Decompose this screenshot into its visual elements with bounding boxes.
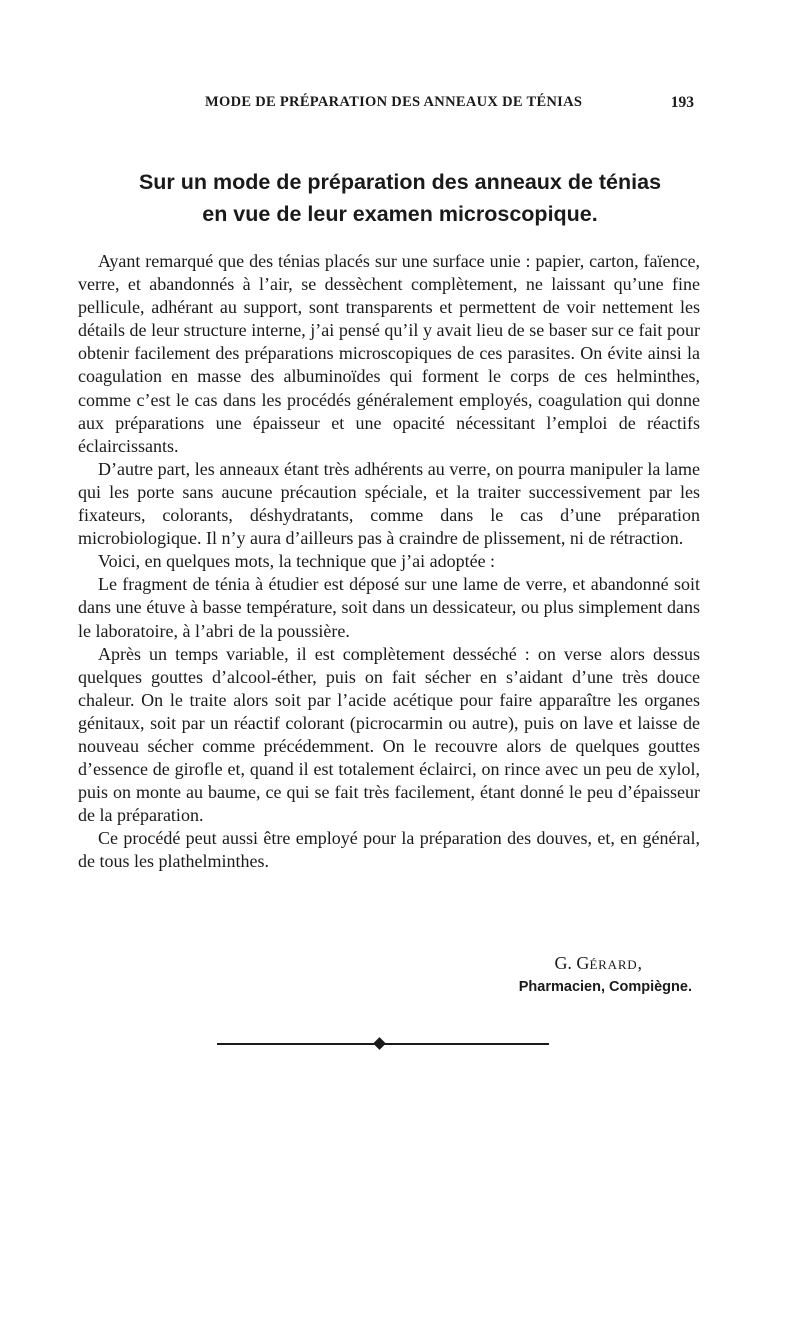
author-name-comma: ,	[637, 953, 642, 973]
paragraph-5: Après un temps variable, il est complètement desséché : on verse alors dessus quelques gouttes d’alcool-éther, puis on fait sécher en s’aidant d’une très douce chaleur. On le traite alors soit par l’acide acétique pour faire apparaître les organes génitaux, soit par un réactif colorant (picrocarmin ou autre), puis on lave et laisse de nouveau sécher comme précédemment. On le recouvre alors de quelques gouttes d’essence de girofle et, quand il est totalement éclairci, on rince avec un peu de xylol, puis on monte au baume, ce qui se fait très facilement, étant donné le peu d’épaisseur de la préparation.	[78, 643, 700, 826]
paragraph-6: Ce procédé peut aussi être employé pour la préparation des douves, et, en général, de tous les plathelminthes.	[78, 828, 700, 872]
author-role: Pharmacien, Compiègne.	[518, 979, 692, 995]
paragraph-4: Le fragment de ténia à étudier est déposé sur une lame de verre, et abandonné soit dans une étuve à basse température, soit dans un dessicateur, ou plus simplement dans le laboratoire, à l’abri de la poussière.	[78, 574, 700, 641]
paragraph-2: D’autre part, les anneaux étant très adhérents au verre, on pourra manipuler la lame qui les porte sans aucune précaution spéciale, et la traiter successivement par les fixateurs, colorants, déshydratants, comme dans le cas d’une préparation microbiologique. Il n’y aura d’ailleurs pas à craindre de plissement, ni de rétraction.	[78, 458, 700, 549]
diamond-ornament-icon	[373, 1037, 386, 1050]
running-header	[160, 94, 720, 114]
paragraph-3: Voici, en quelques mots, la technique que j’ai adoptée :	[98, 551, 496, 572]
author-name	[440, 952, 700, 976]
author-initial: G. G	[554, 953, 590, 973]
author-surname: ÉRARD	[589, 957, 638, 972]
article-title	[60, 166, 740, 230]
title-line-1: Sur un mode de préparation des anneaux de ténias	[138, 170, 662, 194]
running-title: MODE DE PRÉPARATION DES ANNEAUX DE TÉNIAS	[205, 94, 583, 110]
page-number: 193	[670, 94, 694, 111]
paragraph-1: Ayant remarqué que des ténias placés sur une surface unie : papier, carton, faïence, verre, et abandonnés à l’air, se dessèchent complètement, ne laissant qu’une fine pellicule, adhérant au support, sont transparents et permettent de voir nettement les détails de leur structure interne, j’ai pensé qu’il y avait lieu de se baser sur ce fait pour obtenir facilement des préparations microscopiques de ces parasites. On évite ainsi la coagulation en masse des albuminoïdes qui forment le corps de ces helminthes, comme c’est le cas dans les procédés généralement employés, coagulation qui donne aux préparations une épaisseur et une opacité nécessitant l’emploi de réactifs éclaircissants.	[78, 251, 700, 456]
article-body	[78, 250, 700, 874]
author-signature	[440, 952, 700, 999]
title-line-2: en vue de leur examen microscopique.	[202, 202, 598, 226]
end-ornament-rule	[217, 1038, 549, 1050]
